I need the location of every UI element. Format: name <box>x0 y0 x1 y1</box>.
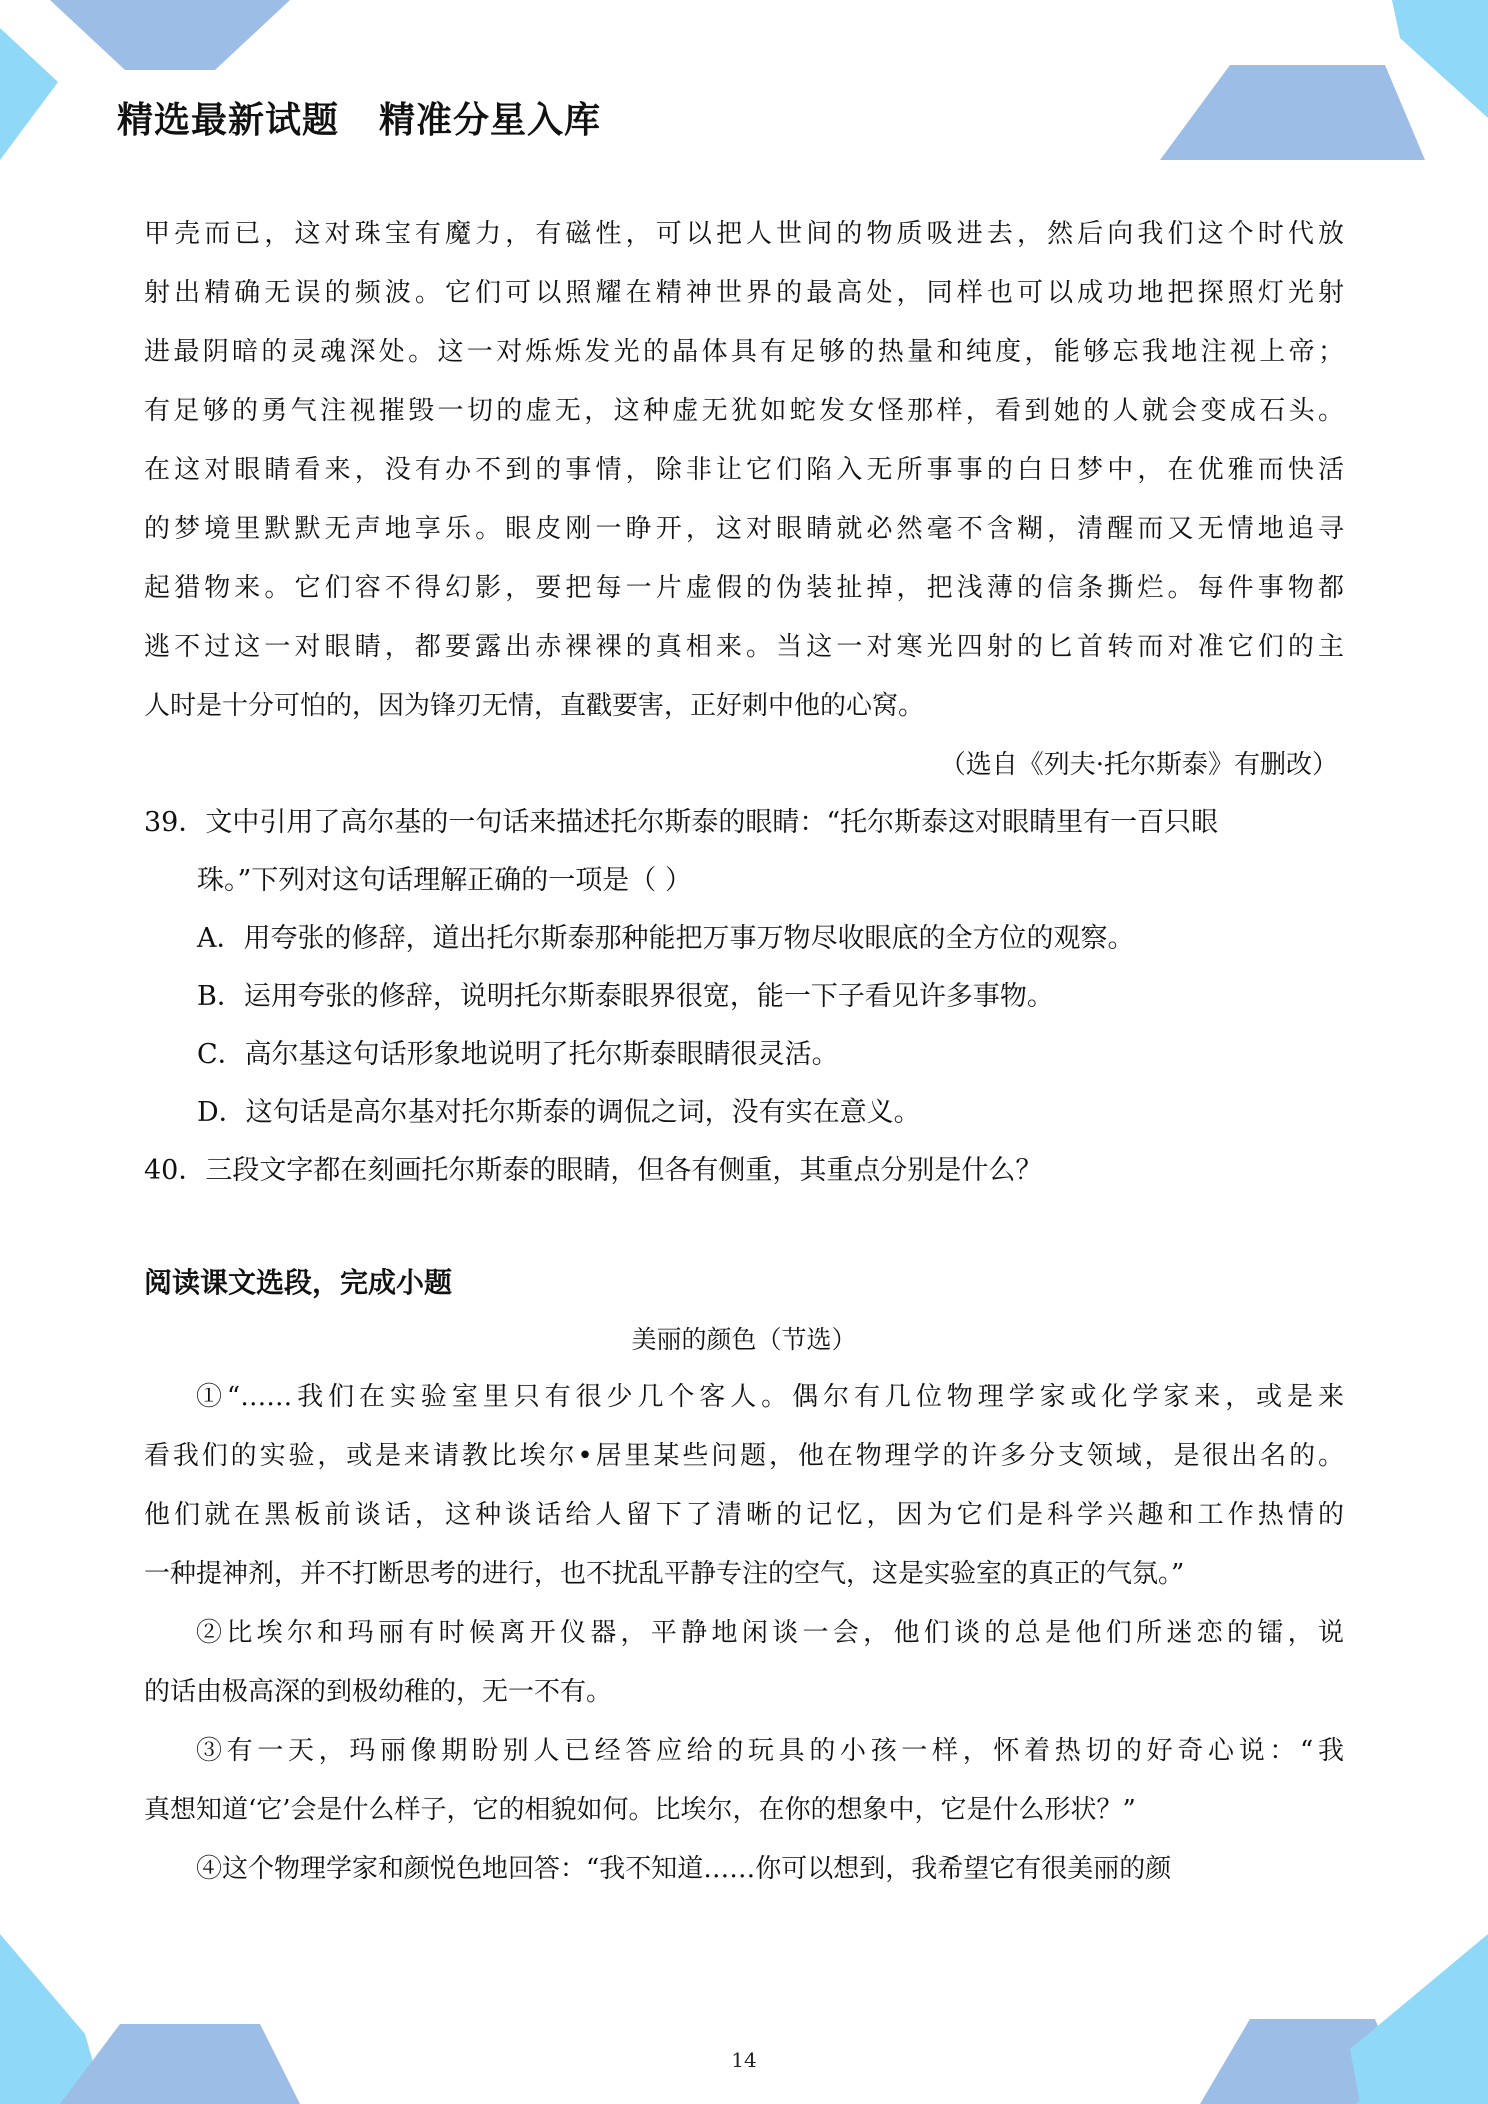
paragraph-line: ③有一天，玛丽像期盼别人已经答应给的玩具的小孩一样，怀着热切的好奇心说：“我 <box>196 1736 1344 1766</box>
paragraph-1 <box>144 1368 1344 1604</box>
bottom-left-decoration <box>0 1934 320 2104</box>
passage-line: 有足够的勇气注视摧毁一切的虚无，这种虚无犹如蛇发女怪那样，看到她的人就会变成石头。 <box>144 396 1344 426</box>
paragraph-line: 一种提神剂，并不打断思考的进行，也不扰乱平静专注的空气，这是实验室的真正的气氛。” <box>144 1559 1185 1589</box>
banner-left-text: 精选最新试题 <box>117 100 340 141</box>
option-d: D．这句话是高尔基对托尔斯泰的调侃之词，没有实在意义。 <box>197 1097 921 1128</box>
passage-line: 逃不过这一对眼睛，都要露出赤裸裸的真相来。当这一对寒光四射的匕首转而对准它们的主 <box>144 632 1344 662</box>
option-a: A．用夸张的修辞，道出托尔斯泰那种能把万事万物尽收眼底的全方位的观察。 <box>197 923 1135 954</box>
option-b: B．运用夸张的修辞，说明托尔斯泰眼界很宽，能一下子看见许多事物。 <box>197 981 1054 1012</box>
passage-source: （选自《列夫·托尔斯泰》有删改） <box>939 750 1338 780</box>
page-number: 14 <box>731 2048 757 2072</box>
paragraph-line: 的话由极高深的到极幼稚的，无一不有。 <box>144 1677 613 1707</box>
option-c: C．高尔基这句话形象地说明了托尔斯泰眼睛很灵活。 <box>197 1039 839 1070</box>
passage-tolstoy <box>144 205 1344 794</box>
question-40: 40．三段文字都在刻画托尔斯泰的眼睛，但各有侧重，其重点分别是什么？ <box>144 1155 1043 1186</box>
banner-right-text: 精准分星入库 <box>379 100 602 141</box>
question-39-stem <box>144 794 1344 910</box>
top-right-decoration <box>1160 0 1488 170</box>
paragraph-line: 他们就在黑板前谈话，这种谈话给人留下了清晰的记忆，因为它们是科学兴趣和工作热情的 <box>144 1500 1344 1530</box>
paragraph-line: 真想知道‘它’会是什么样子，它的相貌如何。比埃尔，在你的想象中，它是什么形状？” <box>144 1795 1136 1825</box>
paragraph-3 <box>144 1722 1344 1840</box>
section-heading: 阅读课文选段，完成小题 <box>144 1266 453 1299</box>
passage-line: 甲壳而已，这对珠宝有魔力，有磁性，可以把人世间的物质吸进去，然后向我们这个时代放 <box>144 219 1344 249</box>
question-39 <box>144 794 1344 1142</box>
paragraph-line: ①“……我们在实验室里只有很少几个客人。偶尔有几位物理学家或化学家来，或是来 <box>196 1382 1344 1412</box>
passage-line: 射出精确无误的频波。它们可以照耀在精神世界的最高处，同样也可以成功地把探照灯光射 <box>144 278 1344 308</box>
passage-line: 的梦境里默默无声地享乐。眼皮刚一睁开，这对眼睛就必然毫不含糊，清醒而又无情地追寻 <box>144 514 1344 544</box>
header-banner <box>117 92 601 143</box>
question-39-line1: 39．文中引用了高尔基的一句话来描述托尔斯泰的眼睛：“托尔斯泰这对眼睛里有一百只眼 <box>144 807 1219 838</box>
paragraph-line: 看我们的实验，或是来请教比埃尔•居里某些问题，他在物理学的许多分支领域，是很出名的。 <box>144 1441 1344 1471</box>
bottom-right-decoration <box>1190 1934 1488 2104</box>
question-39-line2: 珠。”下列对这句话理解正确的一项是（ ） <box>197 865 692 896</box>
passage-line: 人时是十分可怕的，因为锋刃无情，直戳要害，正好刺中他的心窝。 <box>144 691 925 721</box>
paragraph-line: ②比埃尔和玛丽有时候离开仪器，平静地闲谈一会，他们谈的总是他们所迷恋的镭，说 <box>196 1618 1344 1648</box>
article-title: 美丽的颜色（节选） <box>631 1325 857 1354</box>
paragraph-line: ④这个物理学家和颜悦色地回答：“我不知道……你可以想到，我希望它有很美丽的颜 <box>196 1854 1172 1884</box>
passage-line: 在这对眼睛看来，没有办不到的事情，除非让它们陷入无所事事的白日梦中，在优雅而快活 <box>144 455 1344 485</box>
passage-line: 起猎物来。它们容不得幻影，要把每一片虚假的伪装扯掉，把浅薄的信条撕烂。每件事物都 <box>144 573 1344 603</box>
page-content <box>144 205 1344 1899</box>
paragraph-2 <box>144 1604 1344 1722</box>
passage-line: 进最阴暗的灵魂深处。这一对烁烁发光的晶体具有足够的热量和纯度，能够忘我地注视上帝； <box>144 337 1344 367</box>
paragraph-4 <box>144 1840 1344 1899</box>
